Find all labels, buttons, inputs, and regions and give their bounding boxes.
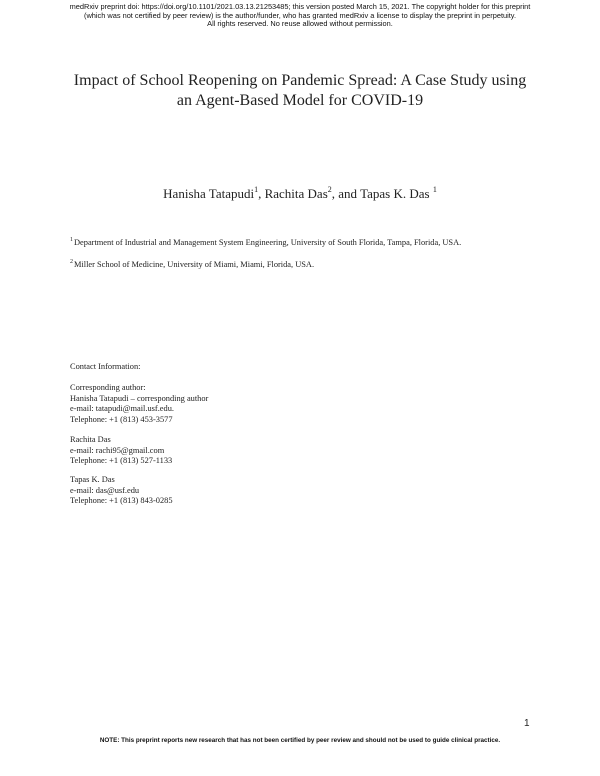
rachita-contact-block [70,435,172,467]
header-line-1: medRxiv preprint doi: https://doi.org/10.1101/2021.03.13.21253485; this version posted March 15, 2021. The copyright holder for this preprint [69,2,531,11]
author-affiliation-marker: 2 [327,185,332,194]
contact-name: Tapas K. Das [70,475,115,484]
contact-email: e-mail: das@usf.edu [70,485,140,495]
corresponding-author-email: e-mail: tatapudi@mail.usf.edu. [70,404,174,414]
header-line-2: (which was not certified by peer review) is the author/funder, who has granted medRxiv a license to display the preprint in perpetuity. [83,10,517,20]
paper-title [40,71,560,111]
contact-phone: Telephone: +1 (813) 843-0285 [70,496,173,506]
affiliation-2 [70,260,314,269]
author-affiliation-marker: 1 [432,185,437,194]
tapas-contact-block [70,475,173,507]
affiliation-marker: 2 [70,259,73,265]
page-number: 1 [524,718,530,729]
corresponding-author-block [70,383,208,425]
title-line-2: an Agent-Based Model for COVID-19 [176,92,424,109]
corresponding-author-label: Corresponding author: [70,383,146,392]
preprint-disclaimer: NOTE: This preprint reports new research that has not been certified by peer review and should not be used to guide clinical practice. [99,737,501,744]
author-separator: , [258,186,265,201]
contact-heading: Contact Information: [70,362,141,371]
contact-name: Rachita Das [70,435,111,444]
preprint-header [0,3,600,29]
author-separator: , and [331,186,361,201]
author-name: Tapas K. Das [360,186,433,201]
author-affiliation-marker: 1 [254,185,259,194]
title-line-1: Impact of School Reopening on Pandemic Spread: A Case Study using [73,72,527,89]
contact-email: e-mail: rachi95@gmail.com [70,445,165,455]
author-name: Hanisha Tatapudi [163,186,255,201]
header-line-3: All rights reserved. No reuse allowed without permission. [207,19,393,29]
author-list [0,186,600,202]
affiliation-1 [70,238,461,247]
corresponding-author-name: Hanisha Tatapudi – corresponding author [70,393,209,403]
author-name: Rachita Das [264,186,328,201]
corresponding-author-phone: Telephone: +1 (813) 453-3577 [70,414,173,424]
affiliation-marker: 1 [70,237,73,243]
affiliation-text: Miller School of Medicine, University of Miami, Miami, Florida, USA. [74,260,315,269]
contact-phone: Telephone: +1 (813) 527-1133 [70,456,173,466]
affiliation-text: Department of Industrial and Management System Engineering, University of South Florida, Tampa, Florida, USA. [74,238,462,247]
